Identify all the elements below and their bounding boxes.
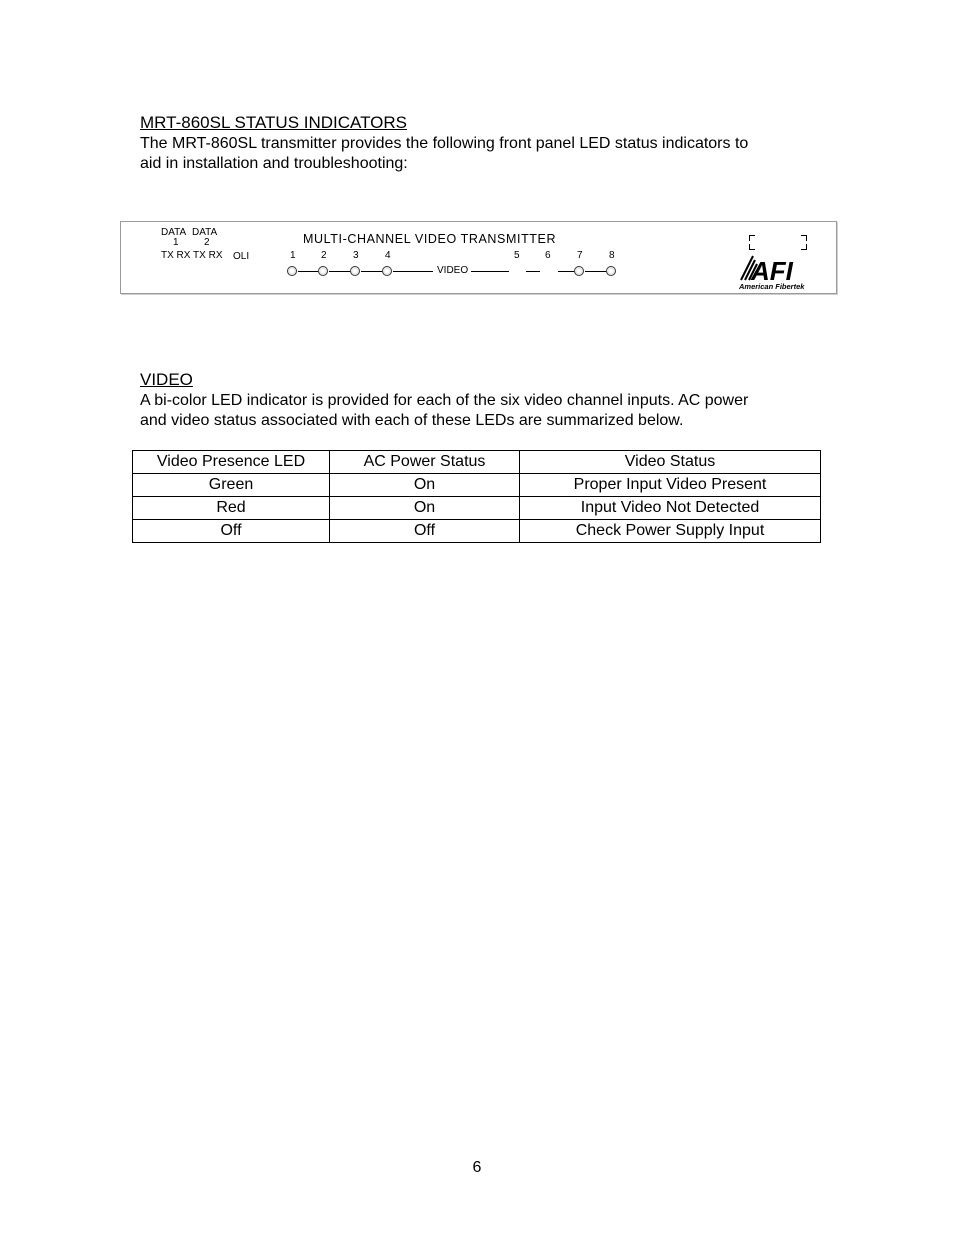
- channel-number: 3: [353, 250, 359, 261]
- led-indicator: [350, 266, 360, 276]
- txrx-labels: TX RX TX RX: [161, 250, 223, 261]
- page-number: 6: [472, 1159, 482, 1176]
- table-cell: Off: [133, 520, 330, 543]
- bracket-icon: [749, 244, 755, 250]
- table-header-cell: AC Power Status: [330, 451, 520, 474]
- bracket-icon: [749, 235, 755, 241]
- led-indicator: [287, 266, 297, 276]
- status-indicators-heading: MRT-860SL STATUS INDICATORS: [140, 113, 408, 132]
- led-indicator: [606, 266, 616, 276]
- table-cell: Green: [133, 474, 330, 497]
- table-row: [133, 497, 821, 520]
- table-cell: On: [330, 497, 520, 520]
- bracket-icon: [801, 235, 807, 241]
- table-cell: On: [330, 474, 520, 497]
- connector-line: [585, 271, 606, 272]
- connector-line: [329, 271, 350, 272]
- video-heading: VIDEO: [140, 370, 193, 389]
- connector-line: [298, 271, 318, 272]
- logo-subtext: American Fibertek: [739, 282, 805, 291]
- led-indicator: [574, 266, 584, 276]
- table-cell: Check Power Supply Input: [520, 520, 821, 543]
- data-number-2: 2: [204, 237, 210, 248]
- oli-label: OLI: [233, 251, 250, 262]
- front-panel-diagram: [120, 221, 837, 294]
- table-header-cell: Video Status: [520, 451, 821, 474]
- video-label: VIDEO: [437, 265, 469, 276]
- video-paragraph: [140, 391, 813, 431]
- channel-number: 1: [290, 250, 296, 261]
- connector-line: [361, 271, 382, 272]
- connector-line: [526, 271, 540, 272]
- logo-text: AFI: [751, 256, 793, 286]
- panel-title: MULTI-CHANNEL VIDEO TRANSMITTER: [303, 232, 557, 246]
- status-indicators-paragraph: [140, 134, 813, 174]
- data-label-1: DATA: [161, 227, 187, 238]
- channel-number: 7: [577, 250, 583, 261]
- table-header-row: [133, 451, 821, 474]
- led-indicator: [318, 266, 328, 276]
- table-header-cell: Video Presence LED: [133, 451, 330, 474]
- channel-number: 4: [385, 250, 391, 261]
- paragraph-line: The MRT-860SL transmitter provides the following front panel LED status indicators to: [140, 135, 749, 152]
- led-status-table: [132, 450, 821, 543]
- paragraph-line: A bi-color LED indicator is provided for each of the six video channel inputs. AC power: [140, 392, 749, 409]
- table-row: [133, 474, 821, 497]
- paragraph-line: and video status associated with each of these LEDs are summarized below.: [140, 412, 684, 429]
- afi-logo: [737, 252, 817, 292]
- paragraph-line: aid in installation and troubleshooting:: [140, 155, 408, 172]
- connector-line: [393, 271, 433, 272]
- channel-number: 6: [545, 250, 551, 261]
- table-cell: Red: [133, 497, 330, 520]
- connector-line: [558, 271, 574, 272]
- data-label-2: DATA: [192, 227, 218, 238]
- bracket-icon: [801, 244, 807, 250]
- led-indicator: [382, 266, 392, 276]
- channel-number: 2: [321, 250, 327, 261]
- data-number-1: 1: [173, 237, 179, 248]
- table-row: [133, 520, 821, 543]
- connector-line: [471, 271, 509, 272]
- table-cell: Input Video Not Detected: [520, 497, 821, 520]
- table-cell: Proper Input Video Present: [520, 474, 821, 497]
- channel-number: 5: [514, 250, 520, 261]
- channel-number: 8: [609, 250, 615, 261]
- table-cell: Off: [330, 520, 520, 543]
